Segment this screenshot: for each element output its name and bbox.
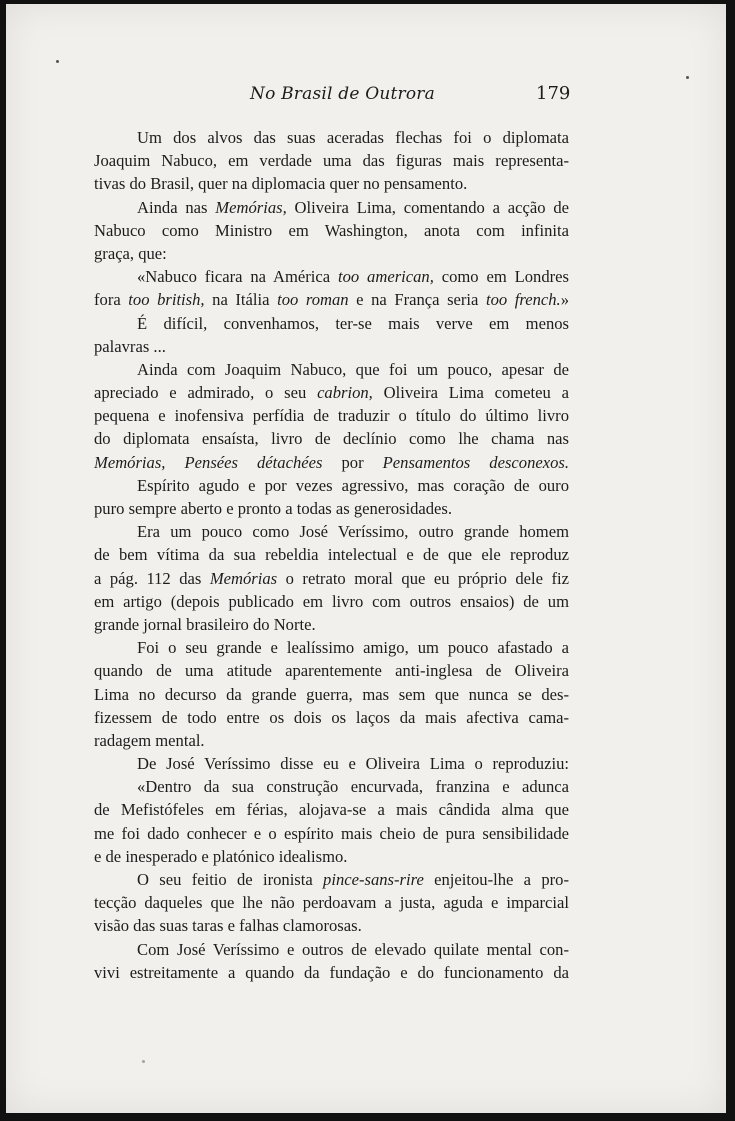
- text-line: e de inesperado e platónico idealismo.: [94, 846, 348, 866]
- italic-phrase: Memórias,: [215, 197, 287, 217]
- italic-phrase: pince-sans-rire: [323, 870, 424, 889]
- italic-phrase: Pensées détachées: [184, 452, 323, 472]
- text-line: visão das suas taras e falhas clamorosas.: [94, 916, 362, 936]
- print-speck: [56, 60, 59, 63]
- text-line: Lima no decurso da grande guerra, mas sem que nunca se des-: [94, 684, 569, 704]
- italic-phrase: too roman: [277, 290, 349, 310]
- italic-phrase: too british,: [128, 290, 205, 310]
- italic-phrase: Pensamentos desconexos.: [382, 452, 569, 472]
- running-title: No Brasil de Outrora: [250, 84, 435, 104]
- text-line: «Nabuco ficara na América too american, como em Londres: [137, 267, 569, 287]
- italic-phrase: Memórias,: [94, 452, 166, 472]
- body-text: [94, 126, 569, 984]
- text-line: Ainda nas Memórias, Oliveira Lima, comentando a acção de: [137, 197, 569, 217]
- text-line: Ainda com Joaquim Nabuco, que foi um pouco, apesar de: [137, 359, 569, 379]
- text-line: em artigo (depois publicado em livro com outros ensaios) de um: [94, 591, 569, 611]
- text-line: vivi estreitamente a quando da fundação e do funcionamento da: [94, 962, 569, 982]
- text-line: Foi o seu grande e lealíssimo amigo, um pouco afastado a: [137, 638, 569, 658]
- text-line: fizessem de todo entre os dois os laços da mais afectiva cama-: [94, 707, 569, 727]
- text-line: Memórias, Pensées détachées por Pensamentos desconexos.: [94, 452, 569, 472]
- text-line: do diplomata ensaísta, livro de declínio como lhe chama nas: [94, 429, 569, 449]
- text-line: Com José Veríssimo e outros de elevado quilate mental con-: [137, 939, 569, 959]
- text-line: fora too british, na Itália too roman e na França seria too french.»: [94, 290, 569, 310]
- text-line: É difícil, convenhamos, ter-se mais verve em menos: [137, 313, 569, 333]
- text-line: puro sempre aberto e pronto a todas as generosidades.: [94, 499, 453, 518]
- text-line: Era um pouco como José Veríssimo, outro grande homem: [137, 522, 569, 542]
- page-header: [6, 84, 726, 114]
- italic-phrase: too french.: [485, 290, 561, 310]
- text-line: De José Veríssimo disse eu e Oliveira Lima o reproduziu:: [137, 754, 569, 774]
- text-line: me foi dado conhecer e o espírito mais cheio de pura sensibilidade: [94, 823, 569, 843]
- text-line: de bem vítima da sua rebeldia intelectual e de que ele reproduz: [94, 545, 569, 565]
- print-speck: [686, 76, 689, 79]
- text-line: tivas do Brasil, quer na diplomacia quer no pensamento.: [94, 174, 468, 194]
- page-number: 179: [536, 83, 571, 104]
- text-line: de Mefistófeles em férias, alojava-se a mais cândida alma que: [94, 800, 569, 820]
- text-line: O seu feitio de ironista pince-sans-rire enjeitou-lhe a pro-: [137, 870, 569, 889]
- text-line: graça, que:: [94, 243, 167, 263]
- italic-phrase: Memórias: [209, 568, 278, 588]
- italic-phrase: cabrion,: [317, 383, 373, 403]
- book-page: [6, 4, 726, 1113]
- text-line: tecção daqueles que lhe não perdoavam a justa, aguda e imparcial: [94, 893, 569, 913]
- text-line: quando de uma atitude aparentemente anti-inglesa de Oliveira: [94, 661, 569, 681]
- text-line: pequena e inofensiva perfídia de traduzir o título do último livro: [94, 406, 569, 426]
- text-line: Espírito agudo e por vezes agressivo, mas coração de ouro: [137, 475, 569, 495]
- text-line: palavras ...: [94, 336, 166, 356]
- text-line: a pág. 112 das Memórias o retrato moral que eu próprio dele fiz: [94, 568, 569, 588]
- text-line: «Dentro da sua construção encurvada, franzina e adunca: [137, 777, 569, 797]
- text-line: Um dos alvos das suas aceradas flechas foi o diplomata: [137, 128, 569, 147]
- print-speck: [142, 1060, 145, 1063]
- text-line: Nabuco como Ministro em Washington, anota com infinita: [94, 220, 569, 240]
- text-line: grande jornal brasileiro do Norte.: [94, 614, 316, 634]
- text-line: apreciado e admirado, o seu cabrion, Oliveira Lima cometeu a: [94, 383, 569, 403]
- text-line: radagem mental.: [94, 730, 205, 750]
- text-line: Joaquim Nabuco, em verdade uma das figuras mais representa-: [94, 151, 569, 171]
- italic-phrase: too american,: [337, 267, 434, 287]
